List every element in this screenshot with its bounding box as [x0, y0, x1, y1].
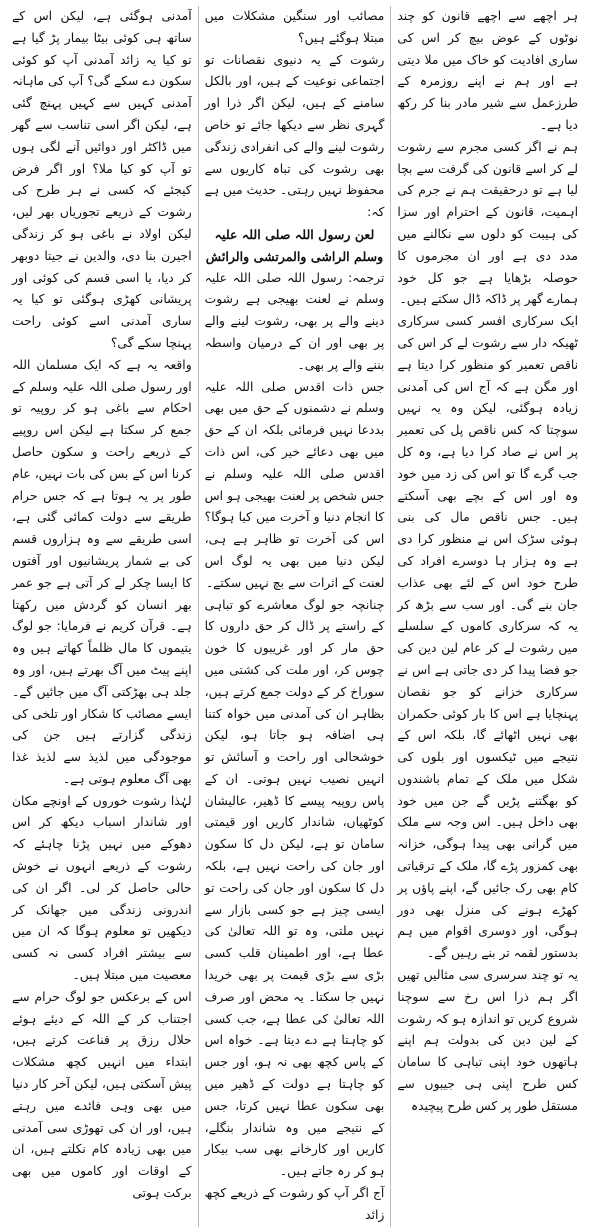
hadith-translation: ترجمہ: رسول اللہ صلی اللہ علیہ وسلم نے لعنت بھیجی ہے رشوت دینے والے پر بھی، رشوت لینے والے پر بھی اور ان کے درمیان واسطہ بننے والے پر بھی۔: [204, 270, 385, 372]
paragraph: لہٰذا رشوت خوروں کے اونچے مکان اور شاندار اسباب دیکھ کر اس دھوکے میں نہیں پڑنا چاہئے کہ رشوت کے ذریعے انہوں نے خوش حالی حاصل کر لی۔ اگر ان کی اندرونی زندگی میں جھانک کر دیکھیں تو معلوم ہوگا کہ ان میں سے بیشتر افراد کسی نہ کسی معصیت میں مبتلا ہیں۔: [12, 793, 192, 983]
paragraph: ہم نے اگر کسی مجرم سے رشوت لے کر اسے قانون کی گرفت سے بچا لیا ہے تو درحقیقت ہم نے جرم کی اہمیت، قانون کے احترام اور سزا کی ہیبت کو دلوں سے نکالنے میں مدد دی ہے اور ان مجرموں کا حوصلہ بڑھایا ہے جو کل خود ہمارے گھر پر ڈاکہ ڈال سکتے ہیں۔: [397, 139, 578, 307]
text-column-right: [391, 6, 584, 1227]
paragraph: اس کے برعکس جو لوگ حرام سے اجتناب کر کے اللہ کے دیئے ہوئے حلال رزق پر قناعت کرتے ہیں، ابتداء میں انہیں کچھ مشکلات پیش آسکتی ہیں، لیکن آخر کار دنیا میں بھی وہی فائدے میں رہتے ہیں، اور ان کی تھوڑی سی آمدنی میں بھی زیادہ کام نکلتے ہیں، ان کے اوقات اور کاموں میں بھی برکت ہوتی: [12, 989, 192, 1201]
paragraph: مصائب اور سنگین مشکلات میں مبتلا ہوگئے ہیں؟: [204, 9, 385, 45]
paragraph: ہر اچھے سے اچھے قانون کو چند نوٹوں کے عوض بیچ کر اس کی ساری افادیت کو خاک میں ملا دیتی ہے اور ہم نے اپنے روزمرہ کے طرزعمل سے شیر مادر بنا کر رکھ دیا ہے۔: [397, 9, 578, 132]
paragraph: واقعہ یہ ہے کہ ایک مسلمان اللہ اور رسول صلی اللہ علیہ وسلم کے احکام سے باغی ہو کر روپیہ تو جمع کر سکتا ہے لیکن اس روپیے کے ذریعے راحت و سکون حاصل کرنا اس کے بس کی بات نہیں، عام طور پر یہ ہوتا ہے کہ جس حرام طریقے سے دولت کمائی گئی ہے، اسی طریقے سے وہ ہزاروں قسم کی بے شمار پریشانیوں اور آفتوں کا ایسا چکر لے کر آتی ہے جو عمر بھر انسان کو گردش میں رکھتا ہے۔ قرآن کریم نے فرمایا: جو لوگ یتیموں کا مال ظلماً کھاتے ہیں وہ اپنے پیٹ میں آگ بھرتے ہیں، اور وہ جلد ہی بھڑکتی آگ میں جائیں گے۔ ایسے مصائب کا شکار اور تلخی کی زندگی گزارتے ہیں جن کی موجودگی میں لذیذ سے لذیذ غذا بھی آگ معلوم ہوتی ہے۔: [12, 357, 192, 786]
paragraph: یہ تو چند سرسری سی مثالیں تھیں اگر ہم ذرا اس رخ سے سوچنا شروع کریں تو اندازہ ہو کہ رشوت کے لین دین کی بدولت ہم اپنے ہاتھوں خود اپنی تباہی کا سامان کس طرح اپنی ہی جیبوں سے مستقل طور پر کس طرح پیچیدہ: [397, 968, 578, 1113]
paragraph: آمدنی ہوگئی ہے، لیکن اس کے ساتھ ہی کوئی بیٹا بیمار پڑ گیا ہے تو کیا یہ زائد آمدنی آپ کو کوئی سکون دے سکے گی؟ آپ کی ماہانہ آمدنی کہیں سے کہیں پہنچ گئی ہے، لیکن اگر اسی تناسب سے گھر میں ڈاکٹر اور دوائیں آنے لگی ہوں تو آپ کو کیا ملا؟ اور اگر فرض کیجئے کہ کسی نے ہر طرح کی رشوت کے ذریعے تجوریاں بھر لیں، لیکن اولاد نے باغی ہو کر زندگی اجیرن بنا دی، والدین نے جیتا دوبھر کر دیا، یا اسی قسم کی کوئی اور پریشانی کھڑی ہوگئی تو کیا یہ ساری آمدنی اسے کوئی راحت پہنچا سکے گی؟: [12, 9, 192, 350]
paragraph: چنانچہ جو لوگ معاشرے کو تباہی کے راستے پر ڈال کر حق داروں کا حق مار کر اور غریبوں کا خون چوس کر، اور ملت کی کشتی میں سوراخ کر کے دولت جمع کرتے ہیں، بظاہر ان کی آمدنی میں خواہ کتنا ہی اضافہ ہو جاتا ہو، لیکن خوشحالی اور راحت و آسائش تو انہیں نصیب نہیں ہوتی۔ ان کے پاس روپیہ پیسے کا ڈھیر، عالیشان کوٹھیاں، شاندار کاریں اور قیمتی سامان تو ہے، لیکن دل کا سکون اور جان کی راحت نہیں ہے، بلکہ دل کا سکون اور جان کی راحت تو ایسی چیز ہے جو کسی بازار سے نہیں ملتی، وہ تو اللہ تعالیٰ کی عطا ہے، اور اطمینان قلب کسی بڑی سے بڑی قیمت پر بھی خریدا نہیں جا سکتا۔ یہ محض اور صرف اللہ تعالیٰ کی عطا ہے، جب کسی کو چاہتا ہے دے دیتا ہے۔ خواہ اس کے پاس کچھ بھی نہ ہو، اور جس کو چاہتا ہے دولت کے ڈھیر میں بھی سکون عطا نہیں کرتا، جس کے نتیجے میں وہ شاندار بنگلے، کاریں اور کارخانے بھی سب بیکار ہو کر رہ جاتے ہیں۔: [204, 597, 385, 1179]
text-column-left: [6, 6, 199, 1227]
paragraph: رشوت کے یہ دنیوی نقصانات تو اجتماعی نوعیت کے ہیں، اور بالکل سامنے کے ہیں، لیکن اگر ذرا اور گہری نظر سے دیکھا جائے تو خاص رشوت لینے والے کی انفرادی زندگی بھی رشوت کی تباہ کاریوں سے محفوظ نہیں رہتی۔ حدیث میں ہے کہ:: [204, 52, 385, 220]
paragraph: جس ذات اقدس صلی اللہ علیہ وسلم نے دشمنوں کے حق میں بھی بددعا نہیں فرمائی بلکہ ان کے حق میں بھی دعائے خیر کی، اس ذات اقدس صلی اللہ علیہ وسلم نے جس شخص پر لعنت بھیجی ہو اس کا انجام دنیا و آخرت میں کیا ہوگا؟ اس کی آخرت تو ظاہر ہے ہی، لیکن دنیا میں بھی یہ لوگ اس لعنت کے اثرات سے بچ نہیں سکتے۔: [204, 379, 385, 590]
text-column-middle: [199, 6, 392, 1227]
hadith-quote: لعن رسول اللہ صلی اللہ علیہ وسلم الراشی والمرتشی والرائش: [205, 226, 384, 264]
paragraph: ایک سرکاری افسر کسی سرکاری ٹھیکہ دار سے رشوت لے کر اس کی ناقص تعمیر کو منظور کرا دیتا ہے اور مگن ہے کہ آج اس کی آمدنی زیادہ ہوگئی، لیکن وہ یہ نہیں سوچتا کہ کس ناقص پل کی تعمیر پر اس نے صاد کرا دیا ہے، وہ کل جب گرے گا تو اس کی زد میں خود وہ اور اس کے بچے بھی آسکتے ہیں۔ جس ناقص مال کی بنی ہوئی سڑک اس نے منظور کرا دی ہے وہ ہزار ہا دوسرے افراد کی طرح خود اس کے لئے بھی عذاب جان بنے گی۔ اور سب سے بڑھ کر یہ کہ سرکاری کاموں کے سلسلے میں رشوت لے کر عام لین دین کی جو فضا پیدا کر دی جاتی ہے اس نے سرکاری خزانے کو جو نقصان پہنچایا ہے اس کا بار کوئی حکمران بھی نہیں اٹھائے گا، بلکہ اس کے نتیجے میں ٹیکسوں اور بلوں کی شکل میں ملک کے تمام باشندوں کو بھگتنے پڑیں گے جن میں خود بھی داخل ہیں۔ اس وجہ سے ملک میں گرانی بھی پیدا ہوگی، خزانہ بھی کمزور پڑے گا، ملک کے ترقیاتی کام بھی رک جائیں گے، اپنے پاؤں پر کھڑے ہونے کی منزل بھی دور ہوگی، اور دوسری اقوام میں ہم بدستور لقمہ تر بنے رہیں گے۔: [397, 314, 578, 961]
paragraph: آج اگر آپ کو رشوت کے ذریعے کچھ زائد: [204, 1186, 385, 1222]
